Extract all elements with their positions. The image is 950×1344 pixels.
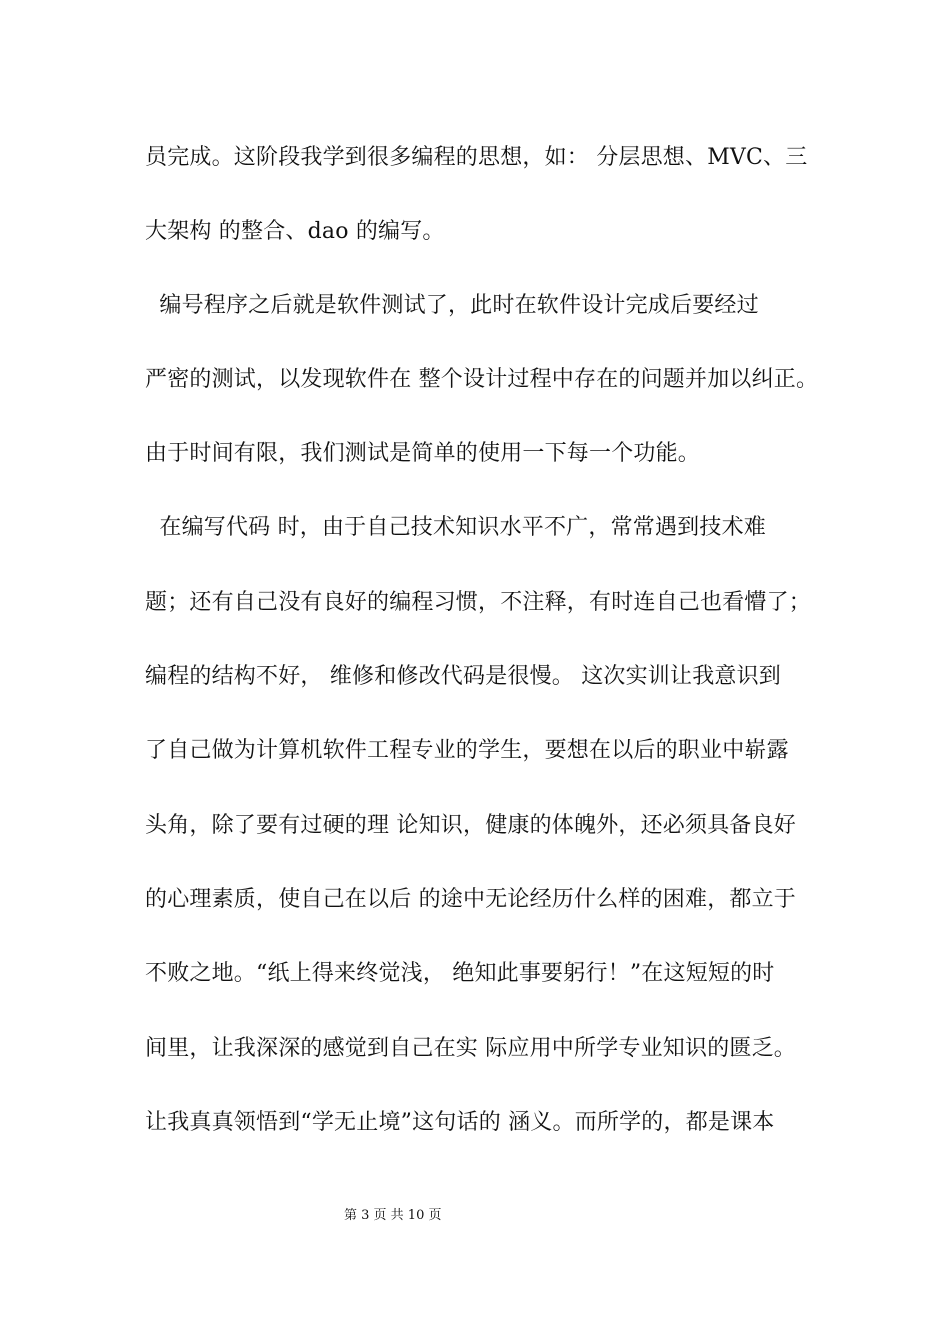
text-line-1: 员完成。这阶段我学到很多编程的思想，如： 分层思想、MVC、三 <box>145 145 808 170</box>
text-line-8: 编程的结构不好， 维修和修改代码是很慢。 这次实训让我意识到 <box>145 664 781 689</box>
text-line-7: 题；还有自己没有良好的编程习惯，不注释，有时连自己也看懵了； <box>145 590 812 615</box>
text-line-12: 不败之地。“纸上得来终觉浅， 绝知此事要躬行！”在这短短的时 <box>145 961 775 986</box>
text-line-11: 的心理素质，使自己在以后 的途中无论经历什么样的困难，都立于 <box>145 887 796 912</box>
text-line-10: 头角，除了要有过硬的理 论知识，健康的体魄外，还必须具备良好 <box>145 813 796 838</box>
text-line-5: 由于时间有限，我们测试是简单的使用一下每一个功能。 <box>145 441 701 466</box>
text-line-9: 了自己做为计算机软件工程专业的学生，要想在以后的职业中崭露 <box>145 738 789 763</box>
text-line-3: 编号程序之后就是软件测试了，此时在软件设计完成后要经过 <box>145 293 759 318</box>
text-line-2: 大架构 的整合、dao 的编写。 <box>145 219 445 244</box>
text-line-14: 让我真真领悟到“学无止境”这句话的 涵义。而所学的，都是课本 <box>145 1110 775 1135</box>
page-footer: 第 3 页 共 10 页 <box>344 1208 442 1223</box>
text-line-13: 间里，让我深深的感觉到自己在实 际应用中所学专业知识的匮乏。 <box>145 1036 796 1061</box>
text-line-4: 严密的测试，以发现软件在 整个设计过程中存在的问题并加以纠正。 <box>145 367 819 392</box>
text-line-6: 在编写代码 时，由于自己技术知识水平不广，常常遇到技术难 <box>145 515 766 540</box>
